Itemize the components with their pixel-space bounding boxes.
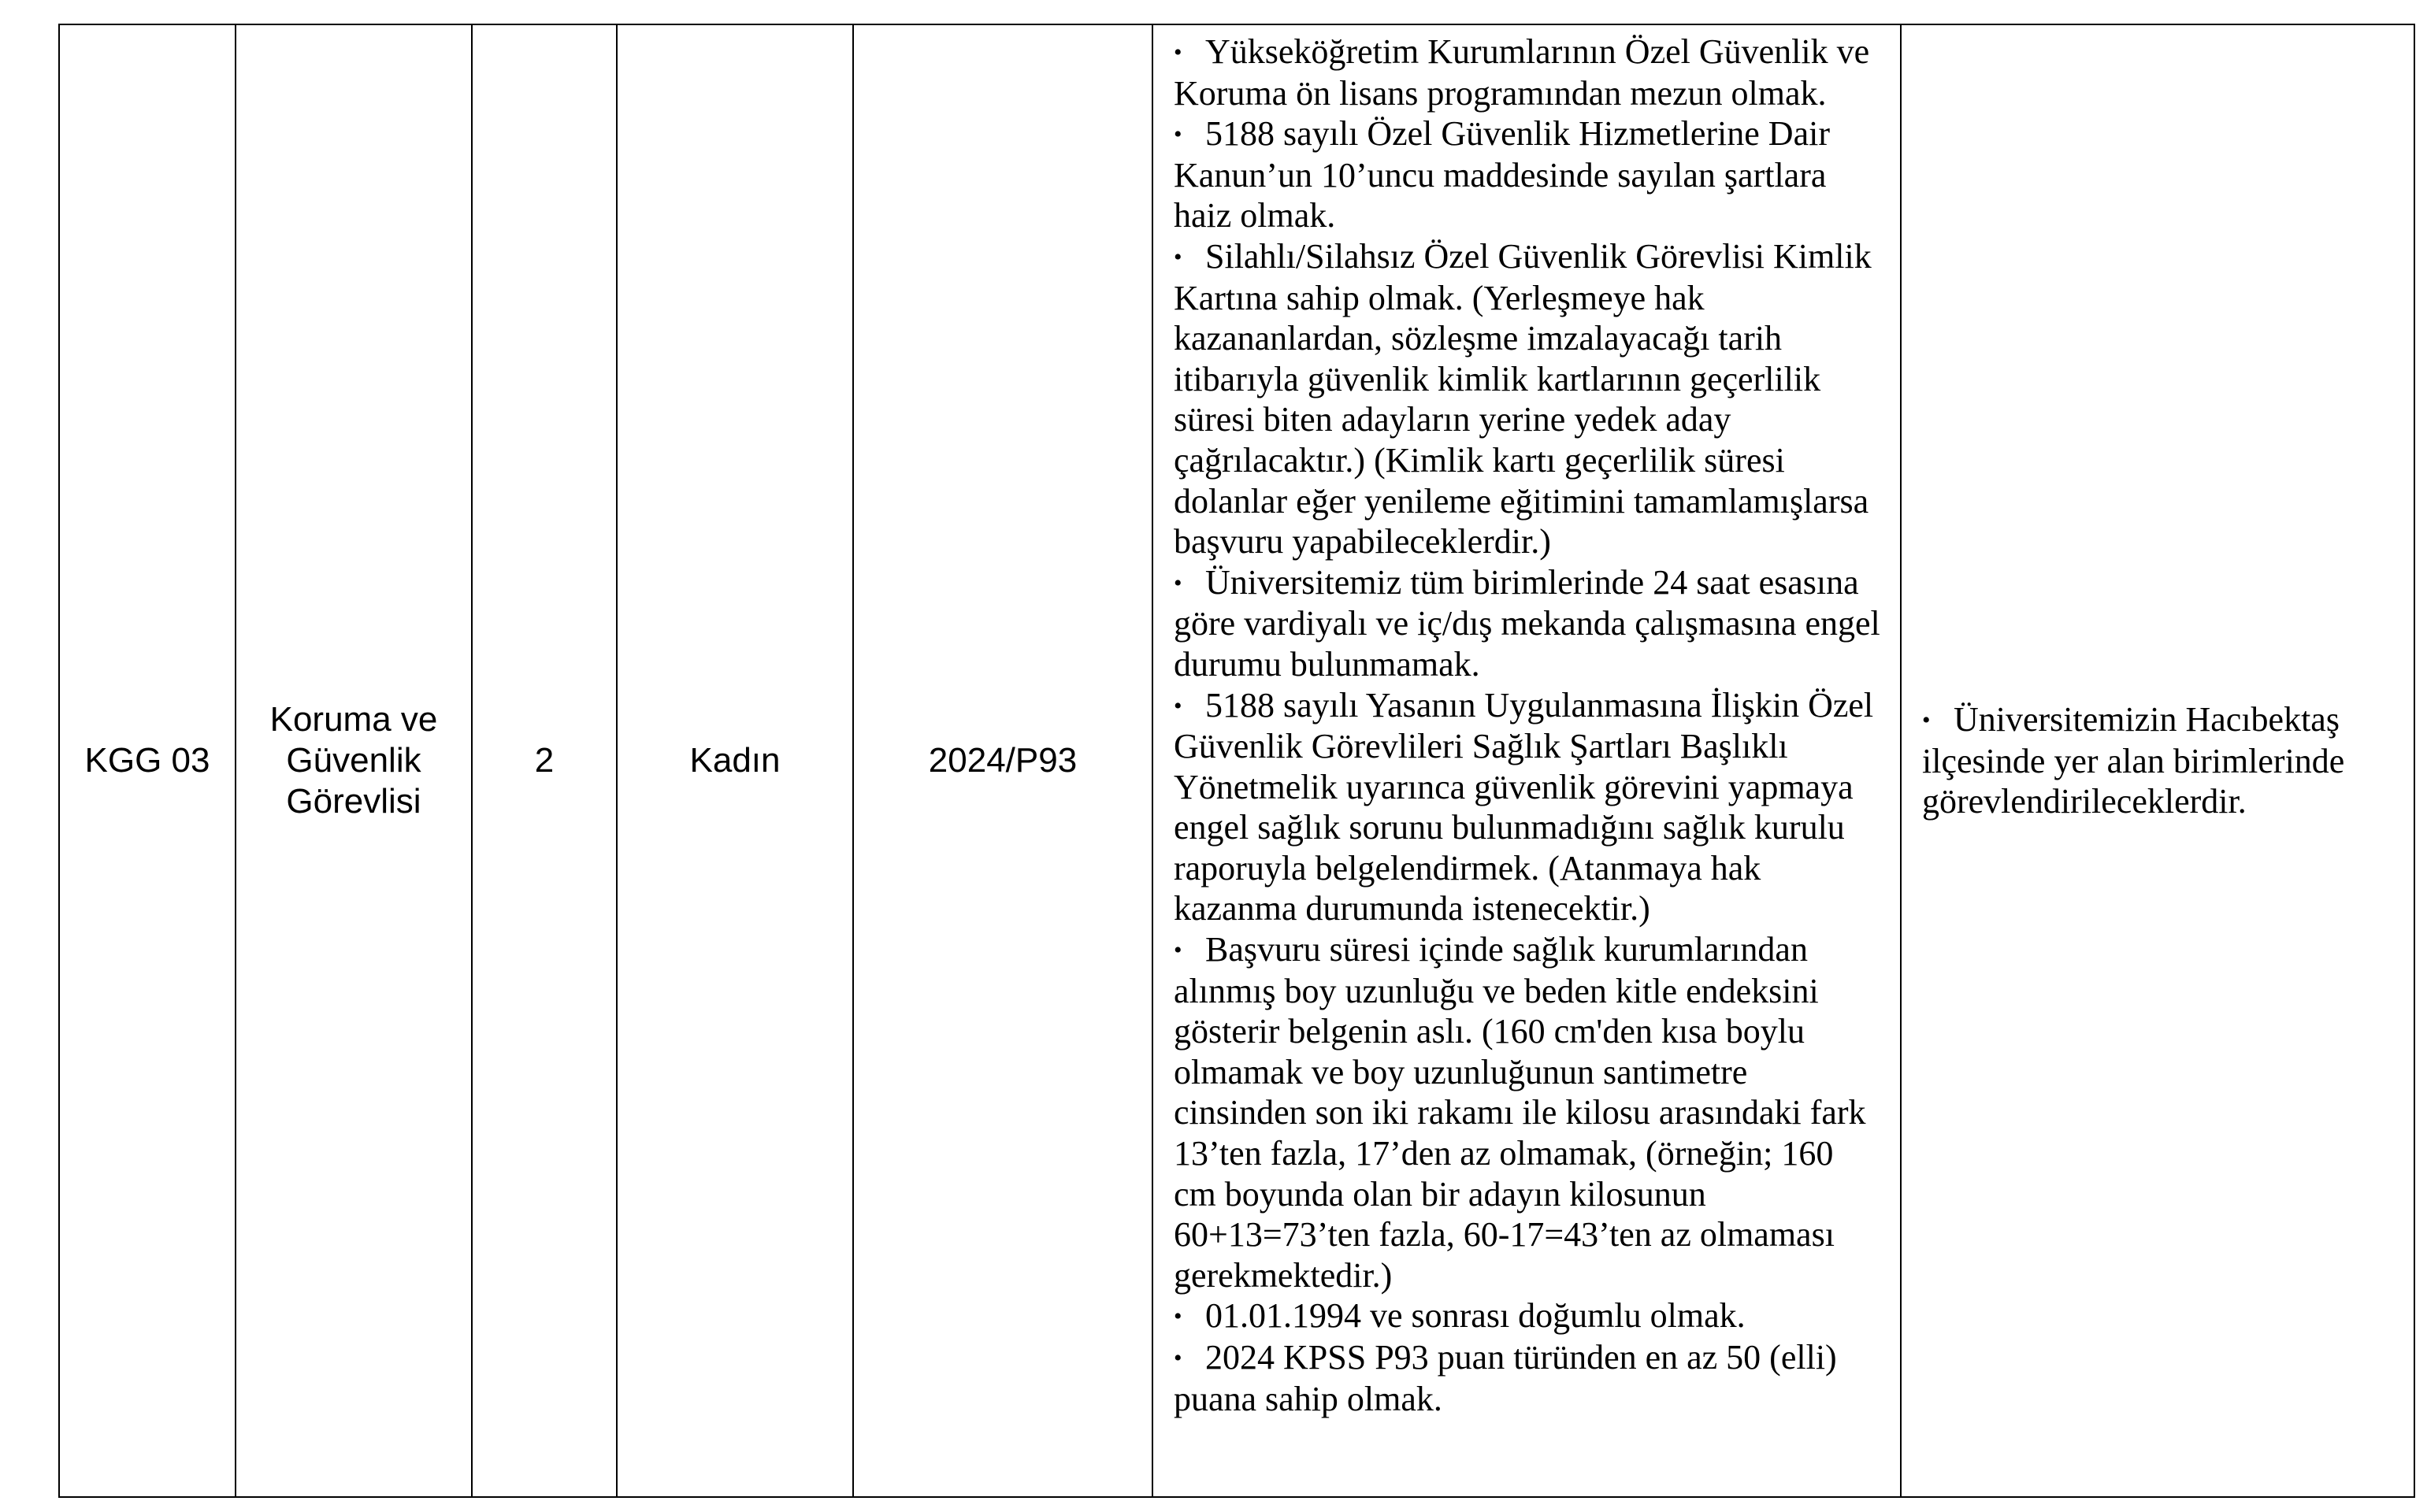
list-item <box>1174 929 1884 1295</box>
notes-cell <box>1901 24 2414 1497</box>
list-item <box>1174 1295 1884 1337</box>
list-item <box>1174 562 1884 685</box>
positions-table <box>58 24 2415 1498</box>
bullet-icon: • <box>1922 707 1931 734</box>
qualification-text: 5188 sayılı Yasanın Uygulanmasına İlişkin Özel Güvenlik Görevlileri Sağlık Şartları Başlıklı Yönetmelik uyarınca güvenlik görevini yapmaya engel sağlık sorunu bulunmadığını sağlık kurulu raporuyla belgelendirmek. (Atanmaya hak kazanma durumunda istenecektir.) <box>1174 685 1874 928</box>
qualification-text: Yükseköğretim Kurumlarının Özel Güvenlik ve Koruma ön lisans programından mezun olmak. <box>1174 32 1870 113</box>
list-item <box>1174 113 1884 236</box>
score-type-cell <box>853 24 1152 1497</box>
gender-cell <box>617 24 853 1497</box>
qualification-text: Başvuru süresi içinde sağlık kurumlarından alınmış boy uzunluğu ve beden kitle endeksini gösterir belgenin aslı. (160 cm'den kısa boylu olmamak ve boy uzunluğunun santimetre cinsinden son iki rakamı ile kilosu arasındaki fark 13’ten fazla, 17’den az olmamak, (örneğin; 160 cm boyunda olan bir adayın kilosunun 60+13=73’ten fazla, 60-17=43’ten az olmaması gerekmektedir.) <box>1174 930 1866 1295</box>
position-count: 2 <box>534 741 555 780</box>
score-type: 2024/P93 <box>928 741 1078 780</box>
notes-list <box>1922 699 2398 822</box>
position-code-cell <box>59 24 236 1497</box>
bullet-icon: • <box>1174 39 1182 65</box>
qualifications-cell <box>1152 24 1901 1497</box>
position-count-cell <box>472 24 617 1497</box>
note-text: Üniversitemizin Hacıbektaş ilçesinde yer alan birimlerinde görevlendirileceklerdir. <box>1922 700 2345 821</box>
list-item <box>1174 1337 1884 1419</box>
position-title-line: Güvenlik <box>286 741 421 780</box>
list-item <box>1174 236 1884 562</box>
bullet-icon: • <box>1174 569 1182 596</box>
position-title-cell <box>236 24 472 1497</box>
qualification-text: Silahlı/Silahsız Özel Güvenlik Görevlisi Kimlik Kartına sahip olmak. (Yerleşmeye hak kazananlardan, sözleşme imzalayacağı tarih itibarıyla güvenlik kimlik kartlarının geçerlilik süresi biten adayların yerine yedek aday çağrılacaktır.) (Kimlik kartı geçerlilik süresi dolanlar eğer yenileme eğitimini tamamlamışlarsa başvuru yapabileceklerdir.) <box>1174 236 1872 561</box>
position-title-line: Koruma ve <box>269 700 438 739</box>
gender: Kadın <box>689 741 781 780</box>
qualification-text: Üniversitemiz tüm birimlerinde 24 saat esasına göre vardiyalı ve iç/dış mekanda çalışmasına engel durumu bulunmamak. <box>1174 562 1880 684</box>
bullet-icon: • <box>1174 1345 1182 1371</box>
bullet-icon: • <box>1174 692 1182 719</box>
table-row <box>59 24 2414 1497</box>
list-item <box>1922 699 2398 822</box>
position-code: KGG 03 <box>84 741 210 780</box>
bullet-icon: • <box>1174 1303 1182 1330</box>
qualification-text: 2024 KPSS P93 puan türünden en az 50 (elli) puana sahip olmak. <box>1174 1338 1837 1418</box>
list-item <box>1174 32 1884 113</box>
bullet-icon: • <box>1174 121 1182 148</box>
bullet-icon: • <box>1174 937 1182 964</box>
list-item <box>1174 685 1884 930</box>
position-title-line: Görevlisi <box>286 782 421 821</box>
bullet-icon: • <box>1174 243 1182 270</box>
qualification-text: 5188 sayılı Özel Güvenlik Hizmetlerine Dair Kanun’un 10’uncu maddesinde sayılan şartlara haiz olmak. <box>1174 114 1830 235</box>
qualifications-list <box>1174 32 1884 1419</box>
qualification-text: 01.01.1994 ve sonrası doğumlu olmak. <box>1205 1296 1746 1336</box>
